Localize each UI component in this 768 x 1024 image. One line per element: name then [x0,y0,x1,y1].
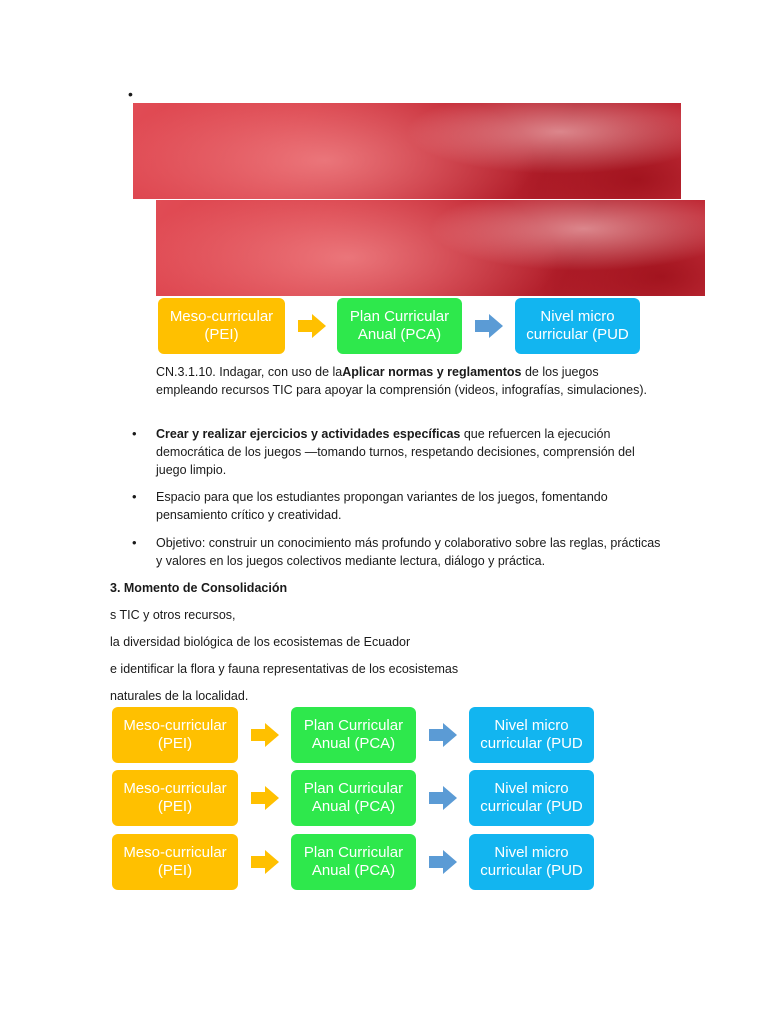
bullet: • [132,426,137,441]
meso-curricular-box: Meso-curricular (PEI) [112,707,238,763]
plan-curricular-box: Plan Curricular Anual (PCA) [291,707,416,763]
empty-bullet: • [128,86,133,102]
plan-curricular-box: Plan Curricular Anual (PCA) [337,298,462,354]
nivel-micro-box: Nivel micro curricular (PUD [469,834,594,890]
plan-curricular-box: Plan Curricular Anual (PCA) [291,834,416,890]
bullet-item-1: Crear y realizar ejercicios y actividades específicas que refuercen la ejecución democrática de los juegos —tomando turnos, respetando decisiones, comprensión del juego limpio. [156,427,635,477]
plan-curricular-box: Plan Curricular Anual (PCA) [291,770,416,826]
bullet: • [132,535,137,550]
arrow-right-icon [475,314,503,338]
cn-paragraph: CN.3.1.10. Indagar, con uso de laAplicar normas y reglamentos de los juegos empleando recursos TIC para apoyar la comprensión (videos, infografías, simulaciones). [156,365,647,397]
text-line: naturales de la localidad. [110,689,249,703]
meso-curricular-box: Meso-curricular (PEI) [112,770,238,826]
text-line: s TIC y otros recursos, [110,608,236,622]
nivel-micro-box: Nivel micro curricular (PUD [515,298,640,354]
arrow-right-icon [429,723,457,747]
nivel-micro-box: Nivel micro curricular (PUD [469,770,594,826]
arrow-right-icon [298,314,326,338]
red-banner-image-2 [156,200,705,296]
nivel-micro-box: Nivel micro curricular (PUD [469,707,594,763]
text-line: e identificar la flora y fauna representativas de los ecosistemas [110,662,459,676]
bullet-item-3: Objetivo: construir un conocimiento más profundo y colaborativo sobre las reglas, prácticas y valores en los juegos colectivos mediante lectura, diálogo y práctica. [156,536,661,568]
arrow-right-icon [251,850,279,874]
text-line: la diversidad biológica de los ecosistemas de Ecuador [110,635,411,649]
arrow-right-icon [251,786,279,810]
arrow-right-icon [251,723,279,747]
red-banner-image-1 [133,103,681,199]
section-heading: 3. Momento de Consolidación [110,581,288,595]
bullet-item-2: Espacio para que los estudiantes propongan variantes de los juegos, fomentando pensamiento crítico y creatividad. [156,490,608,522]
arrow-right-icon [429,786,457,810]
bullet: • [132,489,137,504]
meso-curricular-box: Meso-curricular (PEI) [158,298,285,354]
meso-curricular-box: Meso-curricular (PEI) [112,834,238,890]
arrow-right-icon [429,850,457,874]
